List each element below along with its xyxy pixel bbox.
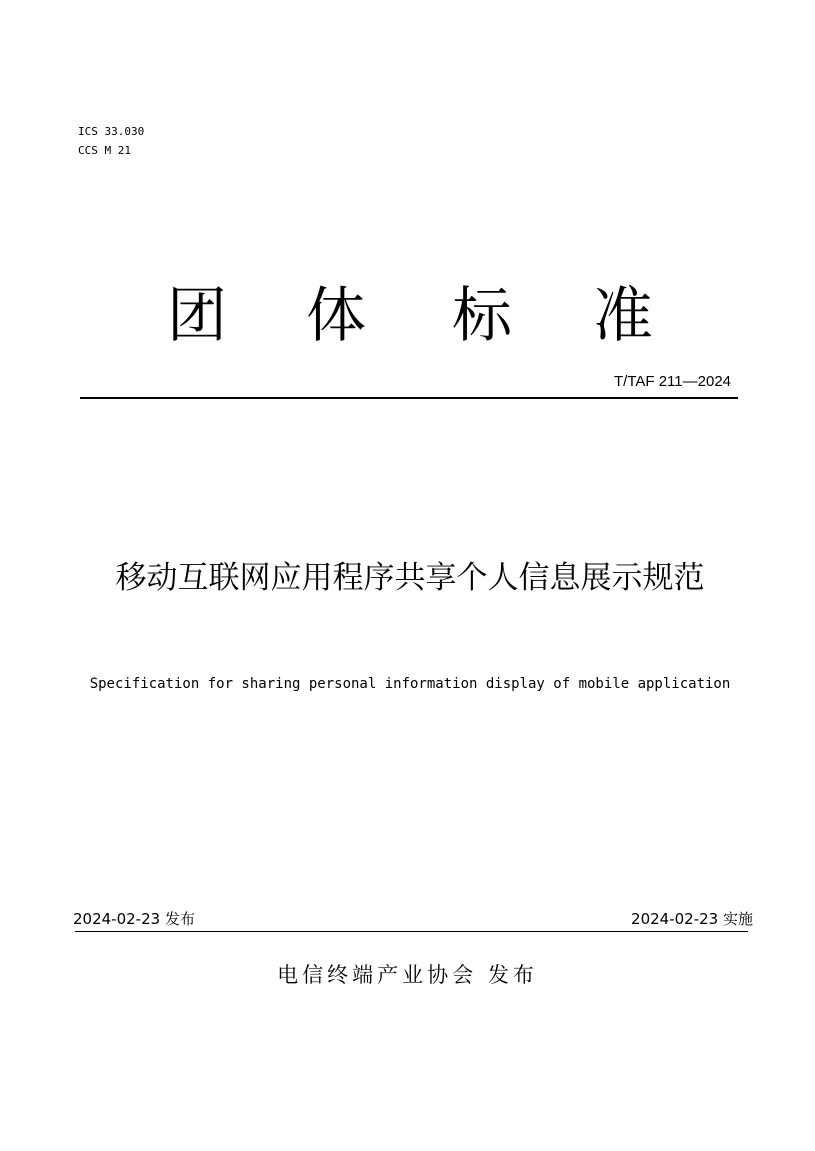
publish-date: 2024-02-23 发布 bbox=[73, 910, 195, 928]
footer-divider bbox=[75, 931, 748, 932]
ccs-code: CCS M 21 bbox=[78, 144, 131, 157]
classification-codes bbox=[78, 122, 144, 160]
standard-type-char: 标 bbox=[452, 281, 512, 351]
standard-type-heading bbox=[167, 276, 657, 356]
standard-type-char: 团 bbox=[167, 281, 227, 351]
document-title-en: Specification for sharing personal information display of mobile application bbox=[89, 676, 731, 692]
document-title-cn: 移动互联网应用程序共享个人信息展示规范 bbox=[115, 560, 705, 596]
standard-type-char: 准 bbox=[593, 281, 653, 351]
header-divider bbox=[80, 397, 738, 399]
standard-number: T/TAF 211—2024 bbox=[614, 373, 731, 390]
ics-code: ICS 33.030 bbox=[78, 125, 145, 138]
publisher: 电信终端产业协会 发布 bbox=[277, 963, 538, 987]
implement-date: 2024-02-23 实施 bbox=[631, 910, 753, 928]
standard-type-char: 体 bbox=[306, 281, 366, 351]
